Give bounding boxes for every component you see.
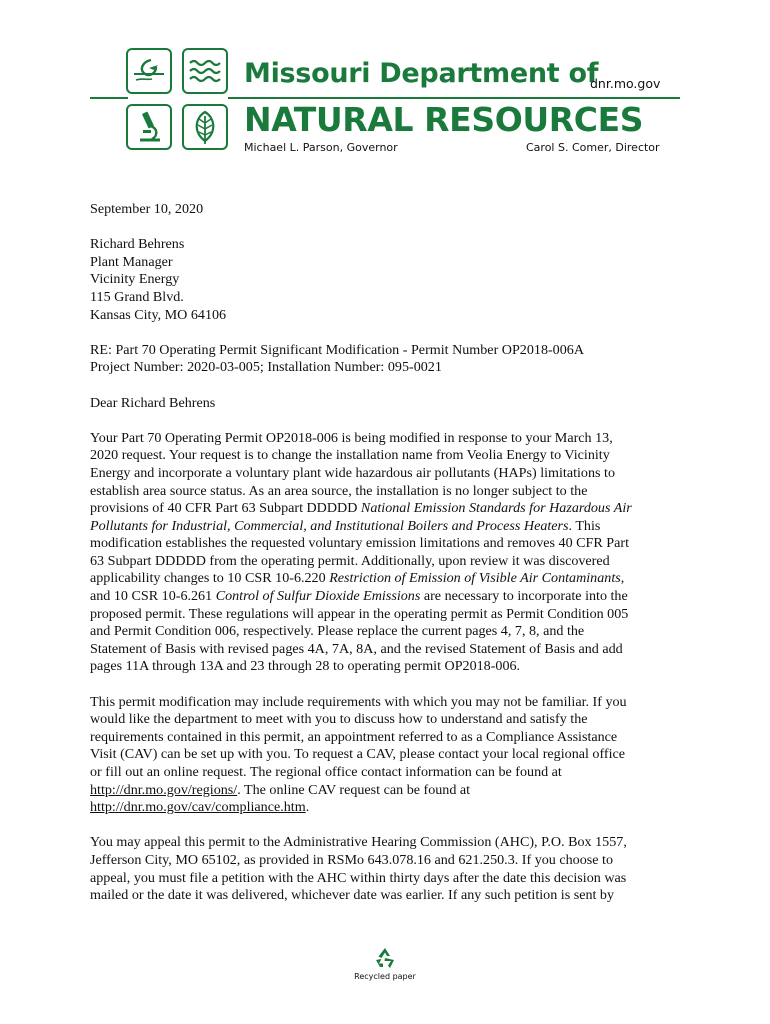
text-run: , bbox=[620, 570, 625, 587]
text-line bbox=[90, 570, 682, 588]
text-line: mailed or the date it was delivered, whichever date was earlier. If any such petition is sent by bbox=[90, 887, 615, 904]
text-line bbox=[90, 500, 682, 518]
text-line: Visit (CAV) can be set up with you. To request a CAV, please contact your local regional office bbox=[90, 746, 626, 763]
text-run: . The online CAV request can be found at bbox=[237, 781, 471, 798]
water-waves-icon bbox=[182, 48, 228, 94]
text-line: requirements contained in this permit, an appointment referred to as a Compliance Assistance bbox=[90, 728, 618, 745]
paragraph-modification bbox=[90, 430, 682, 676]
microscope-icon bbox=[126, 104, 172, 150]
text-line: and Permit Condition 006, respectively. Please replace the current pages 4, 7, 8, and the bbox=[90, 623, 585, 640]
text-line: pages 11A through 13A and 23 through 28 to operating permit OP2018-006. bbox=[90, 658, 521, 675]
letter-body bbox=[90, 201, 682, 922]
text-line: 63 Subpart DDDDD from the operating permit. Additionally, upon review it was discovered bbox=[90, 552, 610, 569]
director-name: Carol S. Comer, Director bbox=[526, 141, 660, 154]
text-line: This permit modification may include requirements with which you may not be familiar. If you bbox=[90, 693, 627, 710]
department-name-line2: NATURAL RESOURCES bbox=[244, 100, 644, 139]
text-run: provisions of 40 CFR Part 63 Subpart DDDDD bbox=[90, 500, 361, 517]
letter-date: September 10, 2020 bbox=[90, 201, 204, 217]
regulation-title: National Emission Standards for Hazardous Air bbox=[360, 500, 632, 517]
text-line: appeal, you must file a petition with the AHC within thirty days after the date this decision was bbox=[90, 869, 627, 886]
text-run: are necessary to incorporate into the bbox=[420, 588, 628, 605]
salutation: Dear Richard Behrens bbox=[90, 394, 216, 411]
logo-rule-left bbox=[90, 97, 128, 99]
paragraph-appeal bbox=[90, 834, 682, 904]
recipient-address bbox=[90, 236, 682, 324]
text-run: . This bbox=[568, 517, 601, 534]
text-line bbox=[90, 799, 682, 817]
text-line: modification establishes the requested voluntary emission limitations and removes 40 CFR Part bbox=[90, 535, 630, 552]
text-line: would like the department to meet with you to discuss how to understand and satisfy the bbox=[90, 711, 588, 728]
cav-compliance-link[interactable]: http://dnr.mo.gov/cav/compliance.htm bbox=[90, 799, 306, 816]
text-line: or fill out an online request. The regional office contact information can be found at bbox=[90, 764, 562, 780]
text-line: Statement of Basis with revised pages 4A, 7A, 8A, and the revised Statement of Basis and add bbox=[90, 640, 623, 657]
recipient-name: Richard Behrens bbox=[90, 236, 185, 253]
text-line: establish area source status. As an area source, the installation is no longer subject to the bbox=[90, 482, 588, 499]
recipient-street: 115 Grand Blvd. bbox=[90, 288, 184, 305]
recipient-company: Vicinity Energy bbox=[90, 271, 180, 288]
text-line: Jefferson City, MO 65102, as provided in RSMo 643.078.16 and 621.250.3. If you choose to bbox=[90, 851, 613, 868]
text-line: Energy and incorporate a voluntary plant wide hazardous air pollutants (HAPs) limitations to bbox=[90, 464, 615, 481]
text-line: proposed permit. These regulations will appear in the operating permit as Permit Condition 005 bbox=[90, 605, 629, 622]
paragraph-compliance-assistance bbox=[90, 694, 682, 817]
text-line: You may appeal this permit to the Administrative Hearing Commission (AHC), P.O. Box 1557, bbox=[90, 834, 627, 851]
department-name-line1: Missouri Department of bbox=[244, 58, 599, 89]
recipient-title: Plant Manager bbox=[90, 253, 173, 270]
text-run: . bbox=[305, 799, 310, 816]
text-line bbox=[90, 518, 682, 536]
recycle-icon bbox=[372, 946, 398, 970]
department-website: dnr.mo.gov bbox=[590, 76, 661, 91]
text-run: applicability changes to 10 CSR 10-6.220 bbox=[90, 570, 330, 587]
text-line: 2020 request. Your request is to change the installation name from Veolia Energy to Vicinity bbox=[90, 447, 610, 464]
text-line bbox=[90, 588, 682, 606]
regions-link[interactable]: http://dnr.mo.gov/regions/ bbox=[90, 781, 238, 798]
logo-rule-right bbox=[228, 97, 680, 99]
bird-icon bbox=[126, 48, 172, 94]
recycled-paper-mark bbox=[345, 946, 425, 986]
governor-name: Michael L. Parson, Governor bbox=[244, 141, 398, 154]
subject-line bbox=[90, 342, 682, 377]
regulation-title: Pollutants for Industrial, Commercial, and Institutional Boilers and Process Heaters bbox=[90, 517, 569, 534]
text-line: Your Part 70 Operating Permit OP2018-006 is being modified in response to your March 13, bbox=[90, 429, 613, 446]
letterhead bbox=[0, 0, 770, 165]
text-run: and 10 CSR 10-6.261 bbox=[90, 588, 216, 605]
subject-project: Project Number: 2020-03-005; Installation Number: 095-0021 bbox=[90, 359, 442, 376]
regulation-title: Restriction of Emission of Visible Air Contaminants bbox=[329, 570, 621, 587]
leaf-icon bbox=[182, 104, 228, 150]
department-logo bbox=[126, 48, 228, 150]
recycled-paper-label: Recycled paper bbox=[354, 972, 416, 981]
subject-permit: RE: Part 70 Operating Permit Significant Modification - Permit Number OP2018-006A bbox=[90, 341, 584, 358]
text-line bbox=[90, 782, 682, 800]
regulation-title: Control of Sulfur Dioxide Emissions bbox=[215, 588, 421, 605]
recipient-city: Kansas City, MO 64106 bbox=[90, 306, 227, 323]
